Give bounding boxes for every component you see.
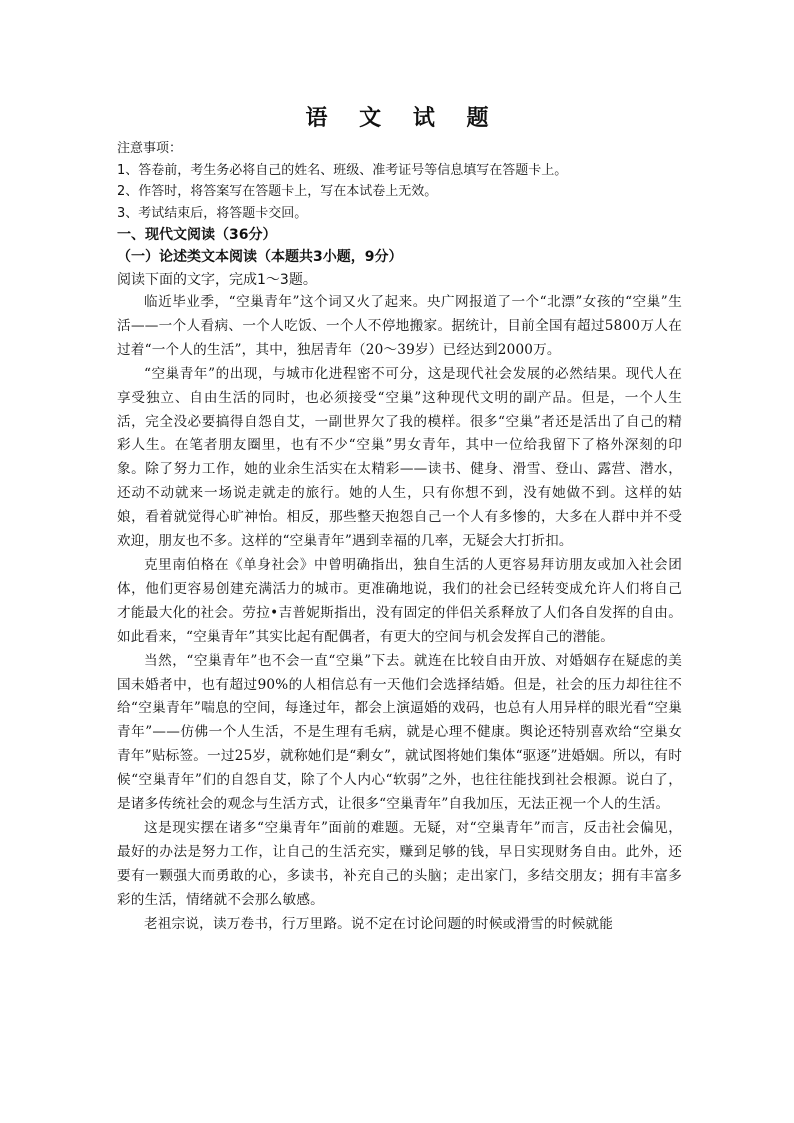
passage-paragraph-5: 这是现实摆在诸多“空巢青年”面前的难题。无疑，对“空巢青年”而言，反击社会偏见，最好的办法是努力工作，让自己的生活充实，赚到足够的钱，早日实现财务自由。此外，还要有一颗强大而勇敢的心，多读书，补充自己的头脑；走出家门，多结交朋友；拥有丰富多彩的生活，情绪就不会那么敏感。 bbox=[117, 819, 682, 908]
passage-paragraph-6: 老祖宗说，读万卷书，行万里路。说不定在讨论问题的时候或滑雪的时候就能 bbox=[144, 915, 613, 932]
reading-passage bbox=[117, 291, 682, 936]
passage-paragraph-4: 当然，“空巢青年”也不会一直“空巢”下去。就连在比较自由开放、对婚姻存在疑虑的美国未婚者中，也有超过90%的人相信总有一天他们会选择结婚。但是，社会的压力却往往不给“空巢青年”喘息的空间，每逢过年，都会上演逼婚的戏码，也总有人用异样的眼光看“空巢青年”——仿佛一个人生活，不是生理有毛病，就是心理不健康。舆论还特别喜欢给“空巢女青年”贴标签。一过25岁，就称她们是“剩女”，就试图将她们集体“驱逐”进婚姻。所以，有时候“空巢青年”们的自怨自艾，除了个人内心“软弱”之外，也往往能找到社会根源。说白了，是诸多传统社会的观念与生活方式，让很多“空巢青年”自我加压，无法正视一个人的生活。 bbox=[117, 652, 682, 813]
passage-paragraph-2: “空巢青年”的出现，与城市化进程密不可分，这是现代社会发展的必然结果。现代人在享受独立、自由生活的同时，也必须接受“空巢”这种现代文明的副产品。但是，一个人生活，完全没必要搞得自怨自艾，一副世界欠了我的模样。很多“空巢”者还是活出了自己的精彩人生。在笔者朋友圈里，也有不少“空巢”男女青年，其中一位给我留下了格外深刻的印象。除了努力工作，她的业余生活实在太精彩——读书、健身、滑雪、登山、露营、潜水，还动不动就来一场说走就走的旅行。她的人生，只有你想不到，没有她做不到。这样的姑娘，看着就觉得心旷神怡。相反，那些整天抱怨自己一个人有多惨的，大多在人群中并不受欢迎，朋友也不多。这样的“空巢青年”遇到幸福的几率，无疑会大打折扣。 bbox=[117, 365, 682, 550]
passage-paragraph-1: 临近毕业季，“空巢青年”这个词又火了起来。央广网报道了一个“北漂”女孩的“空巢”生活——一个人看病、一个人吃饭、一个人不停地搬家。据统计，目前全国有超过5800万人在过着“一个人的生活”，其中，独居青年（20～39岁）已经达到2000万。 bbox=[117, 294, 682, 358]
page-title: 语 文 试 题 bbox=[305, 105, 501, 131]
reading-instruction: 阅读下面的文字，完成1～3题。 bbox=[117, 272, 317, 288]
notice-list bbox=[117, 138, 697, 224]
notice-heading: 注意事项： bbox=[117, 141, 183, 156]
subsection-heading: （一）论述类文本阅读（本题共3小题，9分） bbox=[117, 249, 403, 265]
notice-item-2: 2、作答时，将答案写在答题卡上，写在本试卷上无效。 bbox=[117, 184, 438, 199]
section-heading: 一、现代文阅读（36分） bbox=[117, 227, 277, 243]
notice-item-3: 3、考试结束后，将答题卡交回。 bbox=[117, 205, 308, 221]
passage-paragraph-3: 克里南伯格在《单身社会》中曾明确指出，独自生活的人更容易拜访朋友或加入社会团体，他们更容易创建充满活力的城市。更准确地说，我们的社会已经转变成允许人们将自己才能最大化的社会。劳拉•吉普妮斯指出，没有固定的伴侣关系释放了人们各自发挥的自由。如此看来，“空巢青年”其实比起有配偶者，有更大的空间与机会发挥自己的潜能。 bbox=[117, 556, 682, 645]
notice-item-1: 1、答卷前，考生务必将自己的姓名、班级、准考证号等信息填写在答题卡上。 bbox=[117, 162, 568, 178]
